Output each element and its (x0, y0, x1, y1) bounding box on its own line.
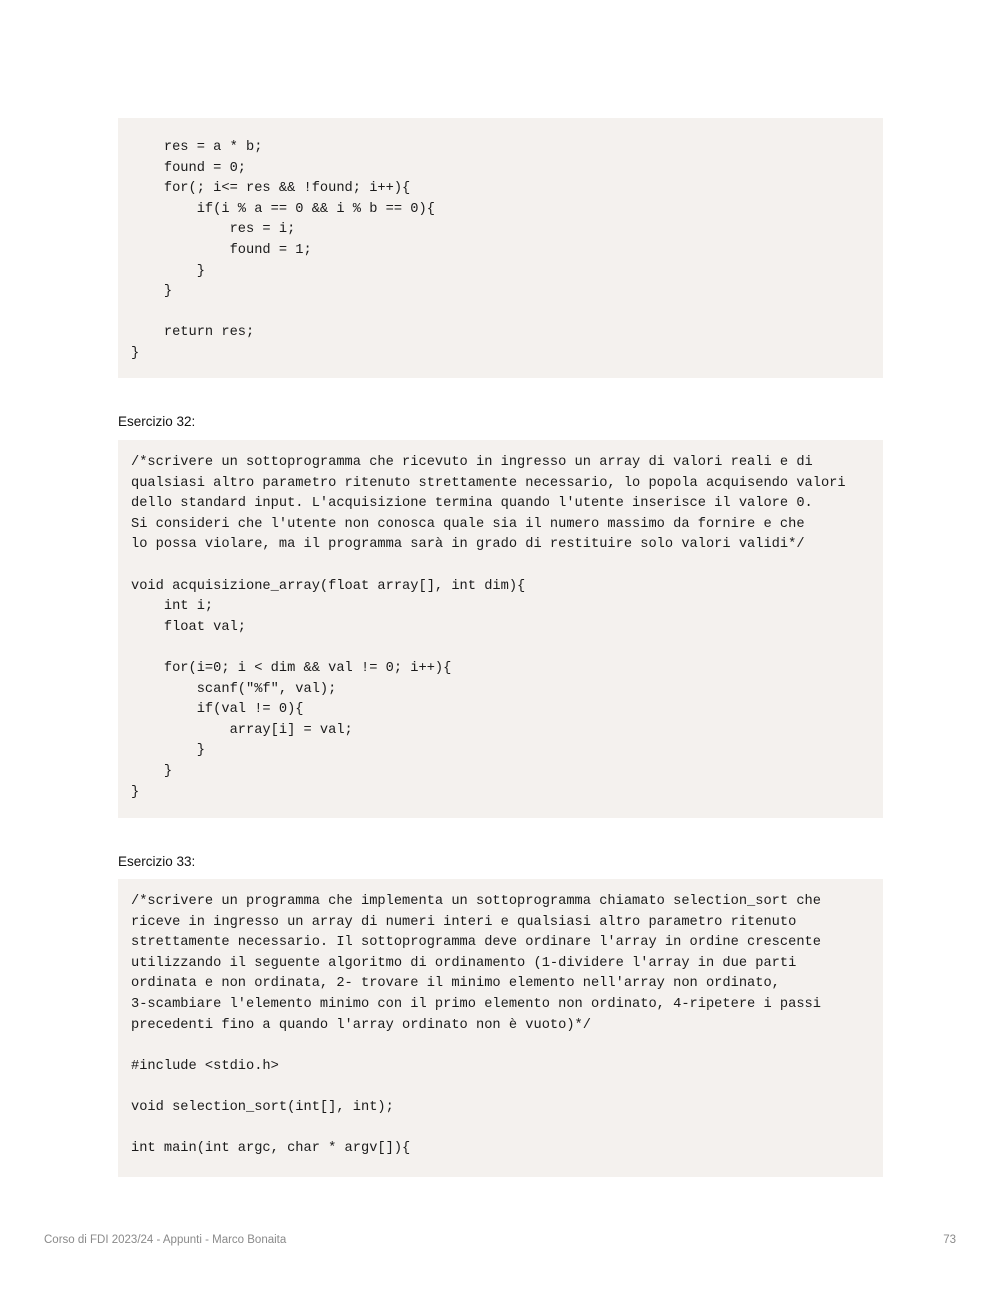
footer-page-number: 73 (943, 1234, 956, 1246)
code-block-continuation: res = a * b; found = 0; for(; i<= res && !found; i++){ if(i % a == 0 && i % b == 0){ res = i; found = 1; } } return res; } (118, 118, 883, 378)
footer-course-title: Corso di FDI 2023/24 - Appunti - Marco Bonaita (44, 1234, 287, 1246)
exercise-32-heading: Esercizio 32: (118, 414, 196, 429)
exercise-32-code-block: /*scrivere un sottoprogramma che ricevuto in ingresso un array di valori reali e di qualsiasi altro parametro ritenuto strettamente necessario, lo popola acquisendo valori dello standard input. L'acquisizione termina quando l'utente inserisce il valore 0. Si consideri che l'utente non conosca quale sia il numero massimo da fornire e che lo possa violare, ma il programma sarà in grado di restituire solo valori validi*/ void acquisizione_array(float array[], int dim){ int i; float val; for(i=0; i < dim && val != 0; i++){ scanf("%f", val); if(val != 0){ array[i] = val; } } } (118, 440, 883, 818)
exercise-33-heading: Esercizio 33: (118, 854, 196, 869)
exercise-33-code-block: /*scrivere un programma che implementa un sottoprogramma chiamato selection_sort che riceve in ingresso un array di numeri interi e qualsiasi altro parametro ritenuto strettamente necessario. Il sottoprogramma deve ordinare l'array in ordine crescente utilizzando il seguente algoritmo di ordinamento (1-dividere l'array in due parti ordinata e non ordinata, 2- trovare il minimo elemento nell'array non ordinato, 3-scambiare l'elemento minimo con il primo elemento non ordinato, 4-ripetere i passi precedenti fino a quando l'array ordinato non è vuoto)*/ #include <stdio.h> void selection_sort(int[], int); int main(int argc, char * argv[]){ (118, 879, 883, 1177)
